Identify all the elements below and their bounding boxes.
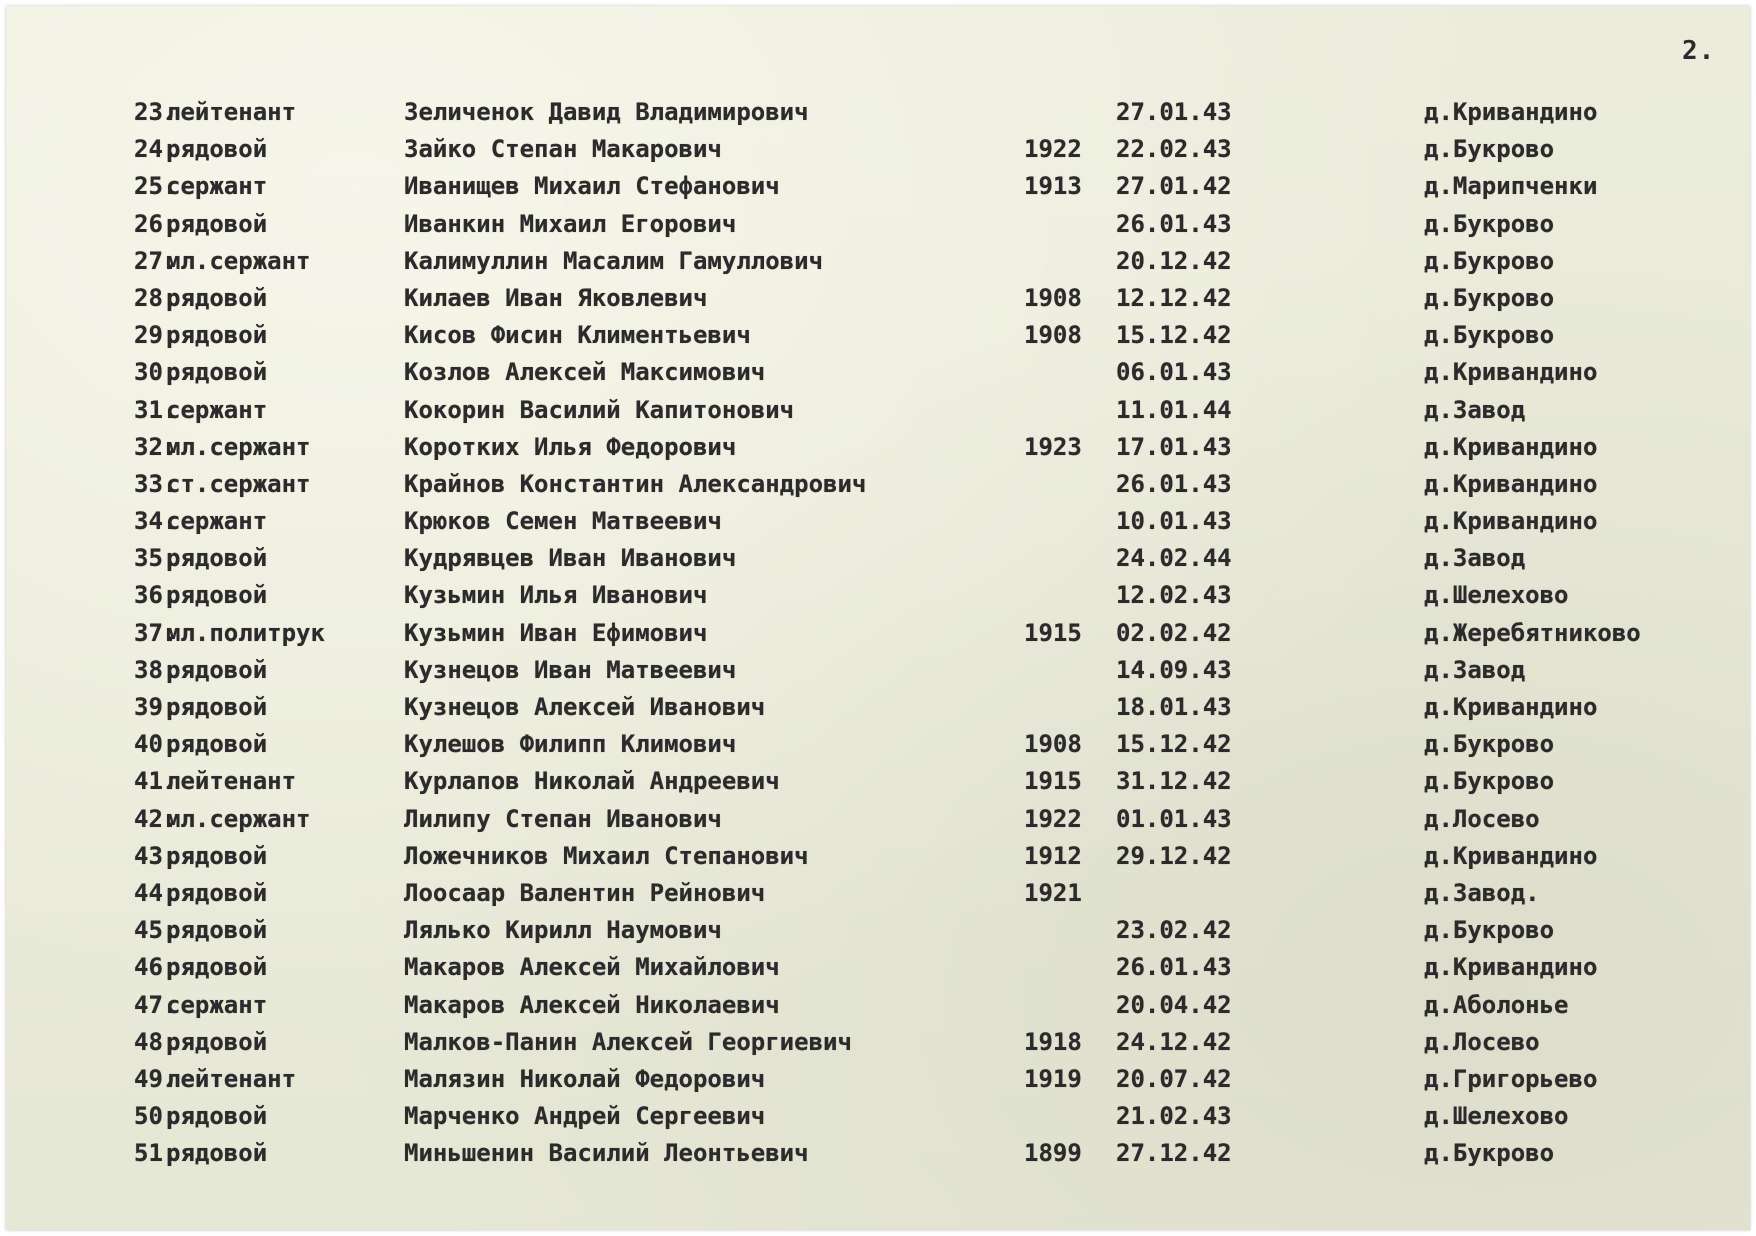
full-name: Макаров Алексей Николаевич: [404, 990, 780, 1019]
rank: рядовой: [166, 730, 268, 759]
row-number: 48.: [134, 1027, 178, 1056]
full-name: Зайко Степан Макарович: [404, 135, 722, 164]
list-row: [6, 801, 1750, 838]
burial-place: д.Лосево: [1424, 1027, 1540, 1056]
row-number: 29.: [134, 321, 178, 350]
burial-place: д.Букрово: [1424, 283, 1555, 312]
row-number: 24.: [134, 135, 178, 164]
list-row: [6, 280, 1750, 317]
list-row: [6, 354, 1750, 391]
rank: рядовой: [166, 1139, 268, 1168]
full-name: Козлов Алексей Максимович: [404, 358, 766, 387]
burial-place: д.Букрово: [1424, 916, 1555, 945]
list-row: [6, 168, 1750, 205]
document-page: [6, 6, 1750, 1230]
full-name: Макаров Алексей Михайлович: [404, 953, 780, 982]
list-row: [6, 503, 1750, 540]
burial-place: д.Кривандино: [1424, 507, 1598, 536]
full-name: Иванищев Михаил Стефанович: [404, 172, 780, 201]
birth-year: 1899: [1024, 1139, 1082, 1168]
burial-place: д.Григорьево: [1424, 1064, 1598, 1093]
row-number: 38.: [134, 655, 178, 684]
birth-year: 1918: [1024, 1027, 1082, 1056]
rank: рядовой: [166, 1027, 268, 1056]
list-row: [6, 466, 1750, 503]
burial-place: д.Букрово: [1424, 767, 1555, 796]
burial-place: д.Кривандино: [1424, 841, 1598, 870]
death-date: 11.01.44: [1116, 395, 1232, 424]
birth-year: 1908: [1024, 730, 1082, 759]
list-row: [6, 726, 1750, 763]
birth-year: 1908: [1024, 321, 1082, 350]
death-date: 15.12.42: [1116, 730, 1232, 759]
row-number: 37.: [134, 618, 178, 647]
death-date: 20.07.42: [1116, 1064, 1232, 1093]
burial-place: д.Завод: [1424, 655, 1526, 684]
rank: мл.сержант: [166, 432, 311, 461]
death-date: 26.01.43: [1116, 209, 1232, 238]
list-row: [6, 949, 1750, 986]
death-date: 27.01.43: [1116, 98, 1232, 126]
list-row: [6, 94, 1750, 131]
rank: рядовой: [166, 544, 268, 573]
row-number: 35.: [134, 544, 178, 573]
full-name: Курлапов Николай Андреевич: [404, 767, 780, 796]
burial-place: д.Букрово: [1424, 135, 1555, 164]
death-date: 06.01.43: [1116, 358, 1232, 387]
birth-year: 1912: [1024, 841, 1082, 870]
list-row: [6, 689, 1750, 726]
death-date: 26.01.43: [1116, 953, 1232, 982]
list-row: [6, 1061, 1750, 1098]
full-name: Иванкин Михаил Егорович: [404, 209, 737, 238]
row-number: 49.: [134, 1064, 178, 1093]
page-number: 2.: [1682, 36, 1716, 66]
rank: рядовой: [166, 1102, 268, 1131]
birth-year: 1923: [1024, 432, 1082, 461]
burial-place: д.Жеребятниково: [1424, 618, 1641, 647]
full-name: Калимуллин Масалим Гамуллович: [404, 246, 824, 275]
row-number: 42.: [134, 804, 178, 833]
row-number: 27.: [134, 246, 178, 275]
rank: лейтенант: [166, 1064, 297, 1093]
row-number: 36.: [134, 581, 178, 610]
list-row: [6, 577, 1750, 614]
rank: рядовой: [166, 135, 268, 164]
row-number: 32.: [134, 432, 178, 461]
death-date: 18.01.43: [1116, 693, 1232, 721]
rank: рядовой: [166, 321, 268, 350]
row-number: 26.: [134, 209, 178, 238]
list-row: [6, 206, 1750, 243]
row-number: 25.: [134, 172, 178, 201]
burial-place: д.Букрово: [1424, 321, 1555, 350]
rank: рядовой: [166, 693, 268, 721]
full-name: Лилипу Степан Иванович: [404, 804, 722, 833]
row-number: 44.: [134, 878, 178, 907]
full-name: Килаев Иван Яковлевич: [404, 283, 708, 312]
death-date: 12.12.42: [1116, 283, 1232, 312]
full-name: Зеличенок Давид Владимирович: [404, 98, 809, 126]
rank: рядовой: [166, 283, 268, 312]
row-number: 46.: [134, 953, 178, 982]
birth-year: 1919: [1024, 1064, 1082, 1093]
full-name: Кузьмин Иван Ефимович: [404, 618, 708, 647]
rank: сержант: [166, 172, 268, 201]
burial-place: д.Кривандино: [1424, 98, 1598, 126]
rank: лейтенант: [166, 767, 297, 796]
burial-place: д.Кривандино: [1424, 693, 1598, 721]
row-number: 45.: [134, 916, 178, 945]
list-row: [6, 317, 1750, 354]
row-number: 34.: [134, 507, 178, 536]
row-number: 23.: [134, 98, 178, 126]
death-date: 29.12.42: [1116, 841, 1232, 870]
row-number: 30.: [134, 358, 178, 387]
row-number: 47.: [134, 990, 178, 1019]
burial-place: д.Букрово: [1424, 246, 1555, 275]
row-number: 31.: [134, 395, 178, 424]
rank: рядовой: [166, 953, 268, 982]
full-name: Марченко Андрей Сергеевич: [404, 1102, 766, 1131]
burial-place: д.Лосево: [1424, 804, 1540, 833]
death-date: 20.12.42: [1116, 246, 1232, 275]
row-number: 50.: [134, 1102, 178, 1131]
casualty-list: [6, 94, 1750, 1172]
full-name: Коротких Илья Федорович: [404, 432, 737, 461]
burial-place: д.Завод: [1424, 544, 1526, 573]
full-name: Лялько Кирилл Наумович: [404, 916, 722, 945]
death-date: 21.02.43: [1116, 1102, 1232, 1131]
list-row: [6, 243, 1750, 280]
burial-place: д.Букрово: [1424, 1139, 1555, 1168]
burial-place: д.Шелехово: [1424, 581, 1569, 610]
list-row: [6, 1024, 1750, 1061]
full-name: Ложечников Михаил Степанович: [404, 841, 809, 870]
row-number: 33.: [134, 469, 178, 498]
list-row: [6, 131, 1750, 168]
full-name: Кокорин Василий Капитонович: [404, 395, 795, 424]
full-name: Кузнецов Иван Матвеевич: [404, 655, 737, 684]
birth-year: 1921: [1024, 878, 1082, 907]
death-date: 27.01.42: [1116, 172, 1232, 201]
rank: рядовой: [166, 841, 268, 870]
list-row: [6, 763, 1750, 800]
death-date: 27.12.42: [1116, 1139, 1232, 1168]
full-name: Кисов Фисин Климентьевич: [404, 321, 751, 350]
full-name: Кузьмин Илья Иванович: [404, 581, 708, 610]
burial-place: д.Завод.: [1424, 878, 1540, 907]
birth-year: 1913: [1024, 172, 1082, 201]
death-date: 14.09.43: [1116, 655, 1232, 684]
death-date: 12.02.43: [1116, 581, 1232, 610]
death-date: 24.12.42: [1116, 1027, 1232, 1056]
list-row: [6, 652, 1750, 689]
full-name: Кузнецов Алексей Иванович: [404, 693, 766, 721]
rank: рядовой: [166, 878, 268, 907]
list-row: [6, 912, 1750, 949]
death-date: 01.01.43: [1116, 804, 1232, 833]
death-date: 02.02.42: [1116, 618, 1232, 647]
burial-place: д.Кривандино: [1424, 953, 1598, 982]
list-row: [6, 392, 1750, 429]
rank: мл.сержант: [166, 804, 311, 833]
birth-year: 1908: [1024, 283, 1082, 312]
rank: рядовой: [166, 358, 268, 387]
death-date: 10.01.43: [1116, 507, 1232, 536]
rank: сержант: [166, 507, 268, 536]
row-number: 28.: [134, 283, 178, 312]
death-date: 23.02.42: [1116, 916, 1232, 945]
rank: рядовой: [166, 581, 268, 610]
death-date: 15.12.42: [1116, 321, 1232, 350]
burial-place: д.Букрово: [1424, 209, 1555, 238]
row-number: 41.: [134, 767, 178, 796]
burial-place: д.Марипченки: [1424, 172, 1598, 201]
burial-place: д.Аболонье: [1424, 990, 1569, 1019]
rank: сержант: [166, 395, 268, 424]
rank: рядовой: [166, 209, 268, 238]
burial-place: д.Шелехово: [1424, 1102, 1569, 1131]
full-name: Малязин Николай Федорович: [404, 1064, 766, 1093]
full-name: Кулешов Филипп Климович: [404, 730, 737, 759]
list-row: [6, 540, 1750, 577]
row-number: 39.: [134, 693, 178, 721]
full-name: Крюков Семен Матвеевич: [404, 507, 722, 536]
full-name: Малков-Панин Алексей Георгиевич: [404, 1027, 852, 1056]
full-name: Крайнов Константин Александрович: [404, 469, 867, 498]
birth-year: 1922: [1024, 135, 1082, 164]
row-number: 40.: [134, 730, 178, 759]
full-name: Лоосаар Валентин Рейнович: [404, 878, 766, 907]
burial-place: д.Кривандино: [1424, 469, 1598, 498]
list-row: [6, 987, 1750, 1024]
list-row: [6, 615, 1750, 652]
death-date: 22.02.43: [1116, 135, 1232, 164]
birth-year: 1915: [1024, 618, 1082, 647]
row-number: 43.: [134, 841, 178, 870]
list-row: [6, 429, 1750, 466]
death-date: 17.01.43: [1116, 432, 1232, 461]
burial-place: д.Завод: [1424, 395, 1526, 424]
death-date: 24.02.44: [1116, 544, 1232, 573]
death-date: 26.01.43: [1116, 469, 1232, 498]
row-number: 51.: [134, 1139, 178, 1168]
rank: мл.сержант: [166, 246, 311, 275]
full-name: Кудрявцев Иван Иванович: [404, 544, 737, 573]
rank: рядовой: [166, 916, 268, 945]
birth-year: 1922: [1024, 804, 1082, 833]
list-row: [6, 875, 1750, 912]
burial-place: д.Кривандино: [1424, 358, 1598, 387]
rank: рядовой: [166, 655, 268, 684]
rank: лейтенант: [166, 98, 297, 126]
full-name: Миньшенин Василий Леонтьевич: [404, 1139, 809, 1168]
list-row: [6, 1098, 1750, 1135]
birth-year: 1915: [1024, 767, 1082, 796]
death-date: 20.04.42: [1116, 990, 1232, 1019]
list-row: [6, 838, 1750, 875]
burial-place: д.Букрово: [1424, 730, 1555, 759]
burial-place: д.Кривандино: [1424, 432, 1598, 461]
rank: мл.политрук: [166, 618, 325, 647]
death-date: 31.12.42: [1116, 767, 1232, 796]
list-row: [6, 1135, 1750, 1172]
rank: ст.сержант: [166, 469, 311, 498]
rank: сержант: [166, 990, 268, 1019]
